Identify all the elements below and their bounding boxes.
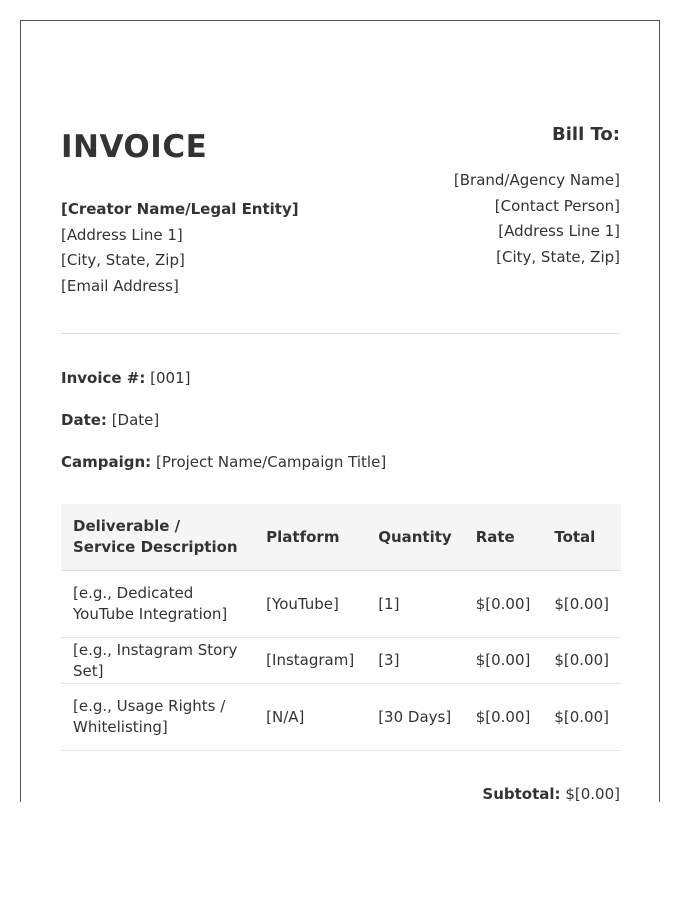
cell-platform: [YouTube] xyxy=(254,571,366,638)
cell-platform: [N/A] xyxy=(254,684,366,751)
cell-description: [e.g., Dedicated YouTube Integration] xyxy=(61,571,254,638)
cell-rate: $[0.00] xyxy=(464,684,543,751)
column-header-total: Total xyxy=(542,504,621,571)
sender-address: [Address Line 1] xyxy=(61,225,183,244)
bill-to-city-state-zip: [City, State, Zip] xyxy=(496,247,620,266)
invoice-title: INVOICE xyxy=(61,129,208,165)
cell-platform: [Instagram] xyxy=(254,638,366,684)
sender-city-state-zip: [City, State, Zip] xyxy=(61,251,185,270)
column-header-description: Deliverable / Service Description xyxy=(61,504,254,571)
table-row xyxy=(61,571,621,638)
sender-name: [Creator Name/Legal Entity] xyxy=(61,200,299,218)
subtotal-line xyxy=(482,785,620,802)
cell-total: $[0.00] xyxy=(542,571,621,638)
campaign-value: [Project Name/Campaign Title] xyxy=(155,453,387,471)
invoice-date-value: [Date] xyxy=(111,411,160,429)
bill-to-brand: [Brand/Agency Name] xyxy=(453,171,620,189)
invoice-number-label: Invoice #: xyxy=(61,369,146,387)
cell-quantity: [3] xyxy=(366,638,464,684)
section-divider xyxy=(61,333,620,334)
invoice-date-label: Date: xyxy=(61,411,107,429)
invoice-number-value: [001] xyxy=(150,369,191,387)
cell-description: [e.g., Usage Rights / Whitelisting] xyxy=(61,684,254,751)
bill-to-heading: Bill To: xyxy=(552,124,620,145)
invoice-number-line xyxy=(61,369,190,387)
cell-quantity: [30 Days] xyxy=(366,684,464,751)
cell-rate: $[0.00] xyxy=(464,571,543,638)
line-items-table xyxy=(61,504,621,751)
table-row xyxy=(61,638,621,684)
sender-email: [Email Address] xyxy=(61,276,179,295)
bill-to-block xyxy=(454,122,620,270)
bill-to-address: [Address Line 1] xyxy=(498,222,620,241)
invoice-date-line xyxy=(61,411,159,429)
cell-description: [e.g., Instagram Story Set] xyxy=(61,638,254,684)
table-header-row xyxy=(61,504,621,571)
invoice-page xyxy=(20,20,660,802)
cell-total: $[0.00] xyxy=(542,638,621,684)
table-row xyxy=(61,684,621,751)
campaign-label: Campaign: xyxy=(61,453,152,471)
cell-total: $[0.00] xyxy=(542,684,621,751)
column-header-quantity: Quantity xyxy=(366,504,464,571)
subtotal-value: $[0.00] xyxy=(565,785,620,802)
column-header-rate: Rate xyxy=(464,504,543,571)
sender-block xyxy=(61,197,299,299)
cell-quantity: [1] xyxy=(366,571,464,638)
campaign-line xyxy=(61,453,386,471)
cell-rate: $[0.00] xyxy=(464,638,543,684)
column-header-platform: Platform xyxy=(254,504,366,571)
bill-to-contact: [Contact Person] xyxy=(494,196,620,215)
subtotal-label: Subtotal: xyxy=(482,785,561,802)
